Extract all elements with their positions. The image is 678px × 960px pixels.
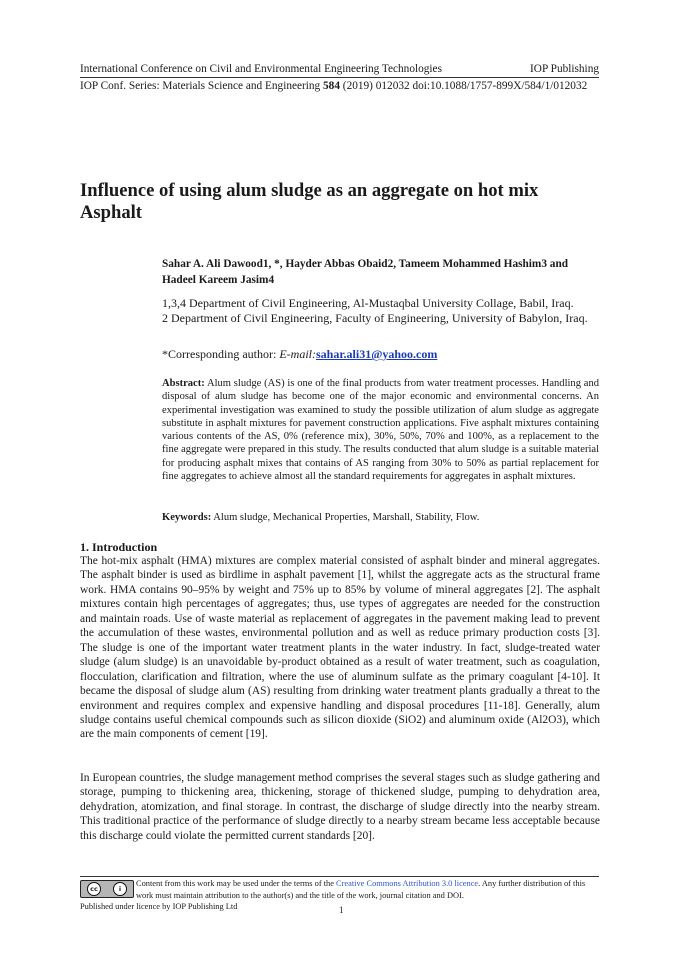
creative-commons-icon: cc	[87, 882, 101, 896]
intro-paragraph-1: The hot-mix asphalt (HMA) mixtures are complex material consisted of asphalt binder and mineral aggregates. The asphalt binder is used as birdlime in asphalt pavement [1], whilst the aggregate acts as the structural frame work. HMA contains 90–95% by weight and 75% up to 85% by volume of mineral aggregates [2]. The asphalt mixtures contain high percentages of aggregates; thus, use types of aggregates are needed for the construction and maintain roads. Use of waste material as replacement of aggregates in the pavement making lead to prevent the accumulation of these wastes, environmental pollution and as well as reduce primary production costs [3]. The sludge is one of the important water treatment plants in the water industry. In fact, sludge-treated water sludge (alum sludge) is an unavoidable by-product obtained as a result of water treatment, such as coagulation, flocculation, clarification and filtration, where the use of aluminum sulfate as the primary coagulant [4-10]. It became the disposal of sludge alum (AS) resulting from drinking water treatment plants gradually a threat to the environment and requires complex and expensive handling and disposal procedures [11-18]. Generally, alum sludge contains useful chemical compounds such as silicon dioxide (SiO2) and aluminum oxide (Al2O3), which are the main components of cement [19].	[80, 555, 600, 741]
running-header-series	[80, 80, 599, 92]
intro-paragraph-2: In European countries, the sludge management method comprises the several stages such as sludge gathering and storage, pumping to thickening area, thickening, storage of thickened sludge, pumping to dehydration area, dehydration, atomization, and final storage. In contrast, the discharge of sludge directly into the nearby stream. This traditional practice of the performance of sludge directly to a nearby stream became less acceptable because this discharge could violate the permitted current standards [20].	[80, 772, 600, 842]
conference-name: International Conference on Civil and Environmental Engineering Technologies	[80, 63, 442, 75]
paper-title: Influence of using alum sludge as an aggregate on hot mix Asphalt	[80, 180, 539, 223]
email-label: E-mail:	[279, 347, 316, 361]
volume-number: 584	[323, 80, 340, 92]
abstract	[162, 377, 599, 483]
page-number: 1	[339, 905, 344, 915]
corresponding-label: *Corresponding author:	[162, 347, 280, 361]
published-under: Published under licence by IOP Publishing Ltd	[80, 902, 238, 911]
footer-rule	[80, 876, 599, 877]
author-list: Sahar A. Ali Dawood1, *, Hayder Abbas Obaid2, Tameem Mohammed Hashim3 and Hadeel Kareem Jasim4	[162, 258, 569, 286]
license-link[interactable]: Creative Commons Attribution 3.0 licence	[336, 879, 479, 888]
series-suffix: (2019) 012032 doi:10.1088/1757-899X/584/1/012032	[339, 80, 588, 92]
abstract-text: Alum sludge (AS) is one of the final products from water treatment processes. Handling and disposal of alum sludge has become one of the major economic and environmental concerns. An experimental investigation was examined to study the possible utilization of alum sludge as aggregate substitute in asphalt mixtures for pavement construction applications. Five asphalt mixtures containing various contents of the AS, 0% (reference mix), 30%, 50%, 70% and 100%, as a replacement to the fine aggregate were prepared in this study. The results conducted that alum sludge is a suitable material for producing asphalt mixes that contains of AS ranging from 30% to 50% as partial replacement for fine aggregates to achieve almost all the standard requirements for aggregates in asphalt mixtures.	[162, 378, 599, 483]
abstract-label: Abstract:	[162, 378, 205, 389]
keywords-label: Keywords:	[162, 512, 212, 523]
section-heading: 1. Introduction	[80, 540, 158, 554]
keywords	[162, 512, 599, 523]
keywords-text: Alum sludge, Mechanical Properties, Marshall, Stability, Flow.	[211, 512, 480, 523]
publisher-name: IOP Publishing	[530, 63, 599, 75]
cc-by-badge[interactable]	[80, 880, 134, 898]
series-prefix: IOP Conf. Series: Materials Science and Engineering	[80, 80, 324, 92]
header-rule	[80, 77, 599, 78]
affiliation-2: 2 Department of Civil Engineering, Faculty of Engineering, University of Babylon, Iraq.	[162, 311, 588, 325]
corresponding-author	[162, 347, 599, 362]
affiliation-1: 1,3,4 Department of Civil Engineering, Al-Mustaqbal University Collage, Babil, Iraq.	[162, 296, 574, 310]
license-suffix: . Any further distribution of this work must maintain attribution to the author(s) and the title of the work, journal citation and DOI.	[136, 879, 586, 900]
license-notice	[136, 878, 599, 901]
attribution-icon: i	[113, 882, 127, 896]
running-header-conference	[80, 63, 599, 75]
email-link[interactable]: sahar.ali31@yahoo.com	[315, 347, 438, 361]
license-prefix: Content from this work may be used under the terms of the	[136, 879, 337, 888]
